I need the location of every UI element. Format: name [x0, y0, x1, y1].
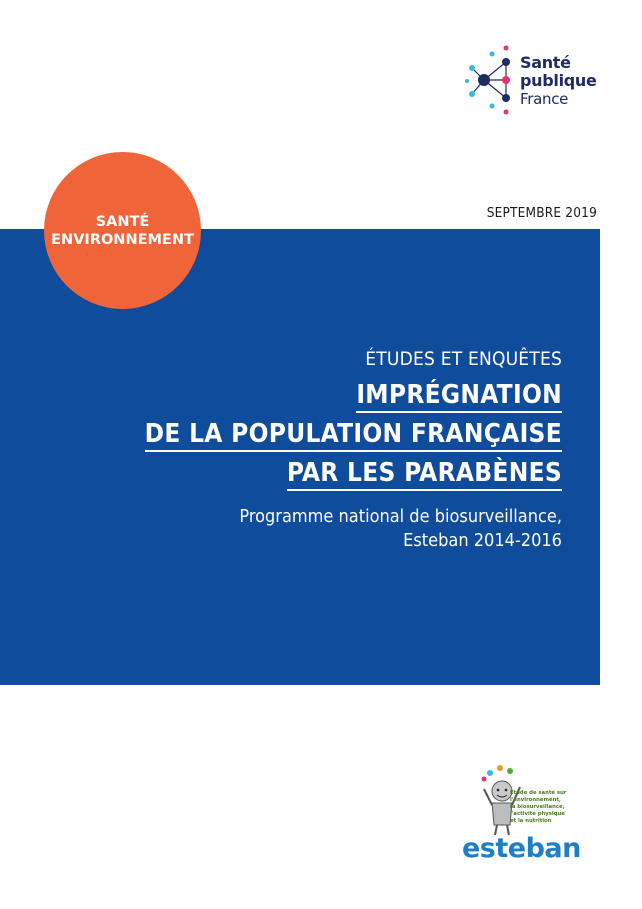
sante-publique-france-logo: [464, 44, 614, 116]
publication-date: SEPTEMBRE 2019: [486, 205, 597, 221]
badge-line-2: ENVIRONNEMENT: [51, 231, 194, 248]
esteban-logo: [460, 765, 610, 870]
tagline-line: Étude de santé sur: [510, 790, 567, 796]
theme-badge: [44, 152, 201, 309]
title-line-3: PAR LES PARABÈNES: [287, 458, 562, 491]
subtitle-line-1: Programme national de biosurveillance,: [239, 506, 562, 527]
esteban-tagline: [510, 790, 595, 825]
subtitle-line-2: Esteban 2014-2016: [403, 530, 562, 551]
kicker: ÉTUDES ET ENQUÊTES: [365, 348, 562, 370]
logo-line-1: Santé: [520, 53, 571, 72]
title-line-1: IMPRÉGNATION: [356, 380, 562, 413]
title-line-2: DE LA POPULATION FRANÇAISE: [145, 419, 562, 452]
molecule-icon: [464, 44, 520, 116]
logo-line-3: France: [520, 90, 569, 108]
tagline-line: l'environnement,: [510, 797, 561, 803]
tagline-line: et la nutrition: [510, 818, 552, 824]
tagline-line: l'activité physique: [510, 811, 565, 817]
badge-line-1: SANTÉ: [95, 213, 150, 230]
logo-line-2: publique: [520, 71, 597, 90]
tagline-line: la biosurveillance,: [510, 804, 565, 810]
esteban-wordmark: esteban: [462, 833, 581, 864]
title-block: [42, 348, 562, 553]
